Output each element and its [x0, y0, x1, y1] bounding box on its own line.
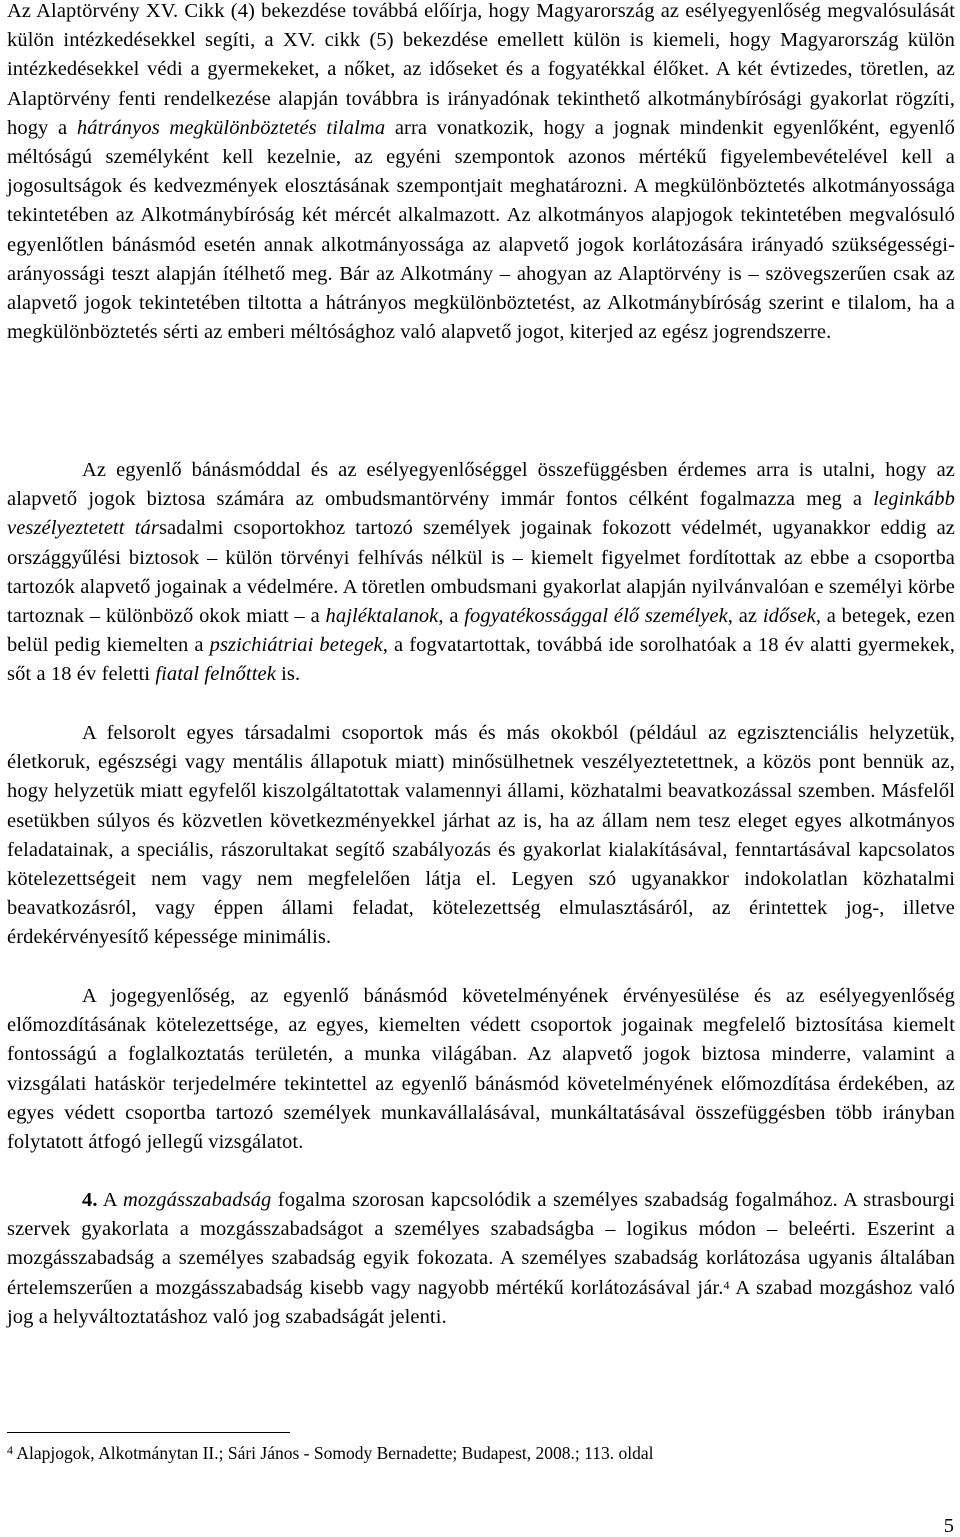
p2-text-7: is. — [275, 663, 301, 686]
p2-emphasis-4: idősek — [762, 605, 816, 628]
p2-emphasis-5: pszichiátriai betegek — [209, 634, 383, 657]
p2-text-5: , a betegek, ezen belül pedig kiemelten a — [7, 605, 955, 657]
p2-text-6: , a fogvatartottak, továbbá ide sorolhatóak a 18 év alatti gyermekek, sőt a 18 év feletti — [7, 634, 955, 686]
footnote-separator — [7, 1432, 290, 1433]
paragraph-5 — [7, 1186, 955, 1332]
paragraph-2 — [7, 456, 955, 690]
p2-emphasis-3: fogyatékossággal élő személyek — [464, 605, 728, 628]
p2-text-4: , az — [727, 605, 763, 628]
p5-text-2: fogalma szorosan kapcsolódik a személyes szabadság fogalmához. A strasbourgi szervek gyakorlata a mozgásszabadságot a személyes szabadságba – logikus módon – beleérti. Eszerint a mozgásszabadság a személyes szabadság egyik fokozata. A személyes szabadság korlátozása ugyanis általában értelemszerűen a mozgásszabadság kisebb vagy nagyobb mértékű korlátozásával jár. — [7, 1189, 956, 1299]
p2-text-3: , a — [438, 605, 465, 628]
footnote-text: Alapjogok, Alkotmánytan II.; Sári János - Somody Bernadette; Budapest, 2008.; 113. oldal — [13, 1443, 654, 1463]
page-number: 5 — [943, 1515, 954, 1537]
p1-text-2: arra vonatkozik, hogy a jognak mindenkit egyenlőként, egyenlő méltóságú személyként kell kezelnie, az egyéni szempontok azonos mértékű figyelembevételével kell a jogosultságok és kedvezmények elosztásának szempontjait meghatározni. A megkülönböztetés alkotmányossága tekintetében az Alkotmánybíróság két mércét alkalmazott. Az alkotmányos alapjogok tekintetében megvalósuló egyenlőtlen bánásmód esetén annak alkotmányossága az alapvető jogok korlátozására irányadó szükségességi-arányossági teszt alapján ítélhető meg. Bár az Alkotmány – ahogyan az Alaptörvény is – szövegszerűen csak az alapvető jogok tekintetében tiltotta a hátrányos megkülönböztetést, az Alkotmánybíróság szerint e tilalom, ha a megkülönböztetés sérti az emberi méltósághoz való alapvető jogot, kiterjed az egész jogrendszerre. — [7, 116, 955, 344]
footnote-marker: 4 — [7, 1443, 13, 1457]
p2-emphasis-2: hajléktalanok — [325, 605, 439, 628]
paragraph-1 — [7, 0, 955, 347]
p2-text-1: Az egyenlő bánásmóddal és az esélyegyenlőséggel összefüggésben érdemes arra is utalni, hogy az alapvető jogok biztosa számára az ombudsmantörvény immár fontos célként fogalmazza meg a — [7, 459, 955, 511]
p2-text-2: sadalmi csoportokhoz tartozó személyek jogainak fokozott védelmét, ugyanakkor eddig az országgyűlési biztosok – külön törvényi felhívás nélkül is – kiemelt figyelmet fordítottak az ebbe a csoportba tartozók alapvető jogainak a védelmére. A töretlen ombudsmani gyakorlat alapján nyilvánvalóan e személyi körbe tartoznak – különböző okok miatt – a — [7, 517, 955, 628]
p5-emphasis-1: mozgásszabadság — [122, 1189, 272, 1211]
p5-text-3: A szabad mozgáshoz való jog a helyváltoztatáshoz való jog szabadságát jelenti. — [7, 1276, 955, 1328]
paragraph-4: A jogegyenlőség, az egyenlő bánásmód követelményének érvényesülése és az esélyegyenlőség előmozdításának kötelezettsége, az egyes, kiemelten védett csoportok jogainak megfelelő biztosítása kiemelt fontosságú a foglalkoztatás területén, a munka világában. Az alapvető jogok biztosa minderre, valamint a vizsgálati hatáskör terjedelmére tekintettel az egyenlő bánásmód követelményének előmozdítása érdekében, az egyes védett csoportba tartozó személyek munkavállalásával, munkáltatásával összefüggésben több irányban folytatott átfogó jellegű vizsgálatot. — [7, 985, 955, 1154]
p1-emphasis-1: hátrányos megkülönböztetés tilalma — [76, 116, 386, 139]
paragraph-3: A felsorolt egyes társadalmi csoportok más és más okokból (például az egzisztenciális helyzetük, életkoruk, egészségi vagy mentális állapotuk miatt) minősülhetnek veszélyeztetettnek, a közös pont bennük az, hogy helyzetük miatt egyfelől kiszolgáltatottak valamennyi állami, közhatalmi beavatkozással szemben. Másfelől esetükben súlyos és közvetlen következményekkel járhat az is, ha az állam nem tesz eleget egyes alkotmányos feladatainak, a speciális, rászorultakat segítő szabályozás és gyakorlat kialakításával, fenntartásával kapcsolatos kötelezettségeit nem vagy nem megfelelően látja el. Legyen szó ugyanakkor indokolatlan közhatalmi beavatkozásról, vagy éppen állami feladat, kötelezettség elmulasztásáról, az érintettek jog-, illetve érdekérvényesítő képessége minimális. — [7, 722, 955, 949]
section-number: 4. — [82, 1189, 98, 1211]
p2-emphasis-1: leginkább veszélyeztetett tár — [7, 488, 955, 540]
p5-text-1: A — [97, 1189, 123, 1211]
footnote-reference[interactable]: 4 — [723, 1277, 730, 1292]
p1-text-1: Az Alaptörvény XV. Cikk (4) bekezdése továbbá előírja, hogy Magyarország az esélyegyenlőség megvalósulását külön intézkedésekkel segíti, a XV. cikk (5) bekezdése emellett külön is kiemeli, hogy Magyarország külön intézkedésekkel védi a gyermekeket, a nőket, az időseket és a fogyatékkal élőket. A két évtizedes, töretlen, az Alaptörvény fenti rendelkezése alapján továbbra is irányadónak tekinthető alkotmánybírósági gyakorlat rögzíti, hogy a — [7, 0, 955, 139]
p2-emphasis-6: fiatal felnőttek — [155, 663, 276, 686]
footnote — [7, 1441, 947, 1465]
